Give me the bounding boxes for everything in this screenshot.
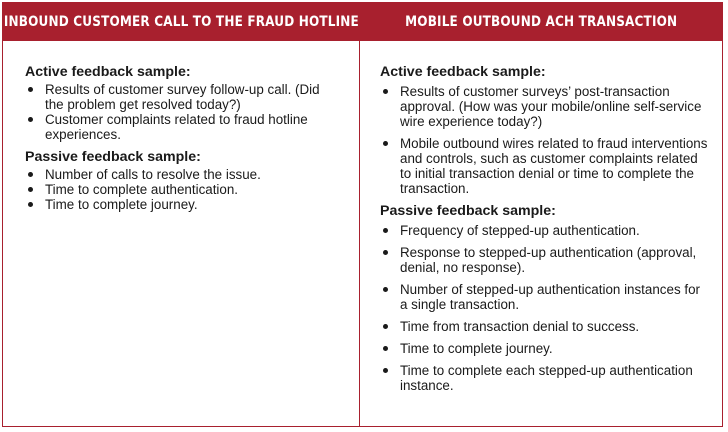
column-body (360, 41, 722, 393)
list-item: Results of customer surveys’ post-transaction approval. (How was your mobile/online self-service wire experience today?) (380, 84, 708, 129)
list-item: Time to complete each stepped-up authentication instance. (380, 363, 708, 393)
active-feedback-list (380, 84, 708, 196)
active-feedback-title: Active feedback sample: (380, 64, 546, 80)
list-item: Time from transaction denial to success. (380, 319, 708, 334)
column-header-label: MOBILE OUTBOUND ACH TRANSACTION (404, 14, 678, 30)
passive-feedback-title: Passive feedback sample: (380, 203, 556, 219)
list-item: Customer complaints related to fraud hotline experiences. (25, 112, 341, 142)
passive-feedback-list (25, 167, 341, 212)
column-mobile-ach (360, 3, 722, 426)
list-item: Results of customer survey follow-up call. (Did the problem get resolved today?) (25, 82, 341, 112)
column-inbound-call (3, 3, 360, 426)
list-item: Frequency of stepped-up authentication. (380, 223, 708, 238)
column-body (3, 41, 359, 212)
list-item: Time to complete authentication. (25, 182, 341, 197)
column-header-label: INBOUND CUSTOMER CALL TO THE FRAUD HOTLINE (3, 14, 359, 30)
column-header (3, 3, 359, 41)
passive-feedback-title: Passive feedback sample: (25, 149, 201, 165)
list-item: Response to stepped-up authentication (approval, denial, no response). (380, 245, 708, 275)
active-feedback-title: Active feedback sample: (25, 64, 191, 80)
column-header (360, 3, 722, 41)
list-item: Number of calls to resolve the issue. (25, 167, 341, 182)
active-feedback-list (25, 82, 341, 142)
list-item: Number of stepped-up authentication instances for a single transaction. (380, 282, 708, 312)
list-item: Mobile outbound wires related to fraud interventions and controls, such as customer complaints related to initial transaction denial or time to complete the transaction. (380, 136, 708, 196)
passive-feedback-list (380, 223, 708, 393)
feedback-table (2, 2, 723, 427)
list-item: Time to complete journey. (380, 341, 708, 356)
list-item: Time to complete journey. (25, 197, 341, 212)
